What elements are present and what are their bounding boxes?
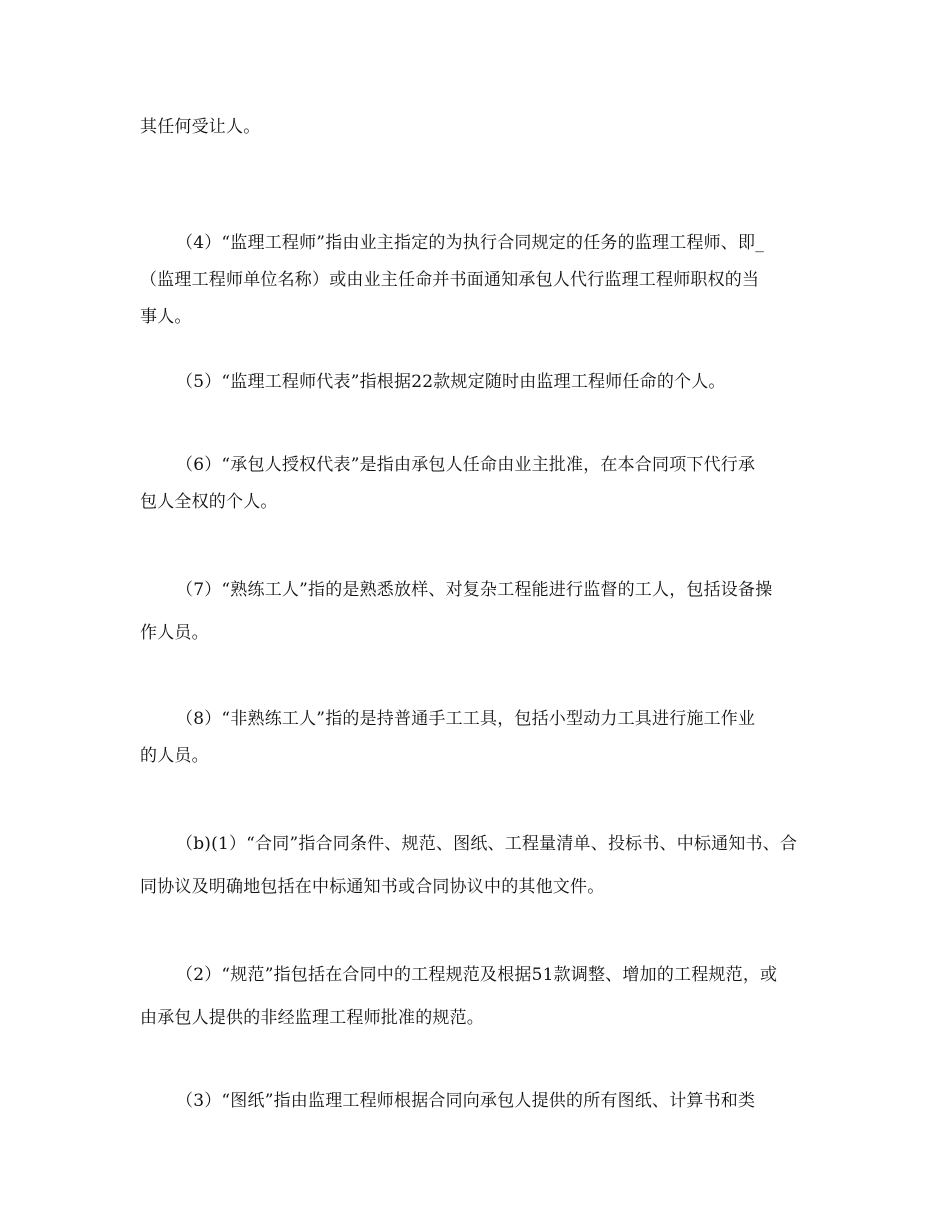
- paragraph-line: 作人员。: [140, 623, 209, 643]
- paragraph-line: 事人。: [140, 307, 192, 327]
- paragraph-line: 同协议及明确地包括在中标通知书或合同协议中的其他文件。: [140, 877, 605, 897]
- paragraph-line: 的人员。: [140, 746, 209, 766]
- paragraph-line: （6）“承包人授权代表”是指由承包人任命由业主批准，在本合同项下代行承: [176, 455, 756, 475]
- paragraph-line: 包人全权的个人。: [140, 492, 278, 512]
- paragraph-line: （4）“监理工程师”指由业主指定的为执行合同规定的任务的监理工程师、即_: [176, 233, 764, 253]
- paragraph-line: （监理工程师单位名称）或由业主任命并书面通知承包人代行监理工程师职权的当: [140, 270, 760, 290]
- paragraph-line: （7）“熟练工人”指的是熟悉放样、对复杂工程能进行监督的工人，包括设备操: [176, 580, 773, 600]
- paragraph-line: 由承包人提供的非经监理工程师批准的规范。: [140, 1008, 484, 1028]
- paragraph-line: （b)(1）“合同”指合同条件、规范、图纸、工程量清单、投标书、中标通知书、合: [176, 834, 798, 854]
- paragraph-line: （5）“监理工程师代表”指根据22款规定随时由监理工程师任命的个人。: [176, 372, 726, 392]
- paragraph-line: 其任何受让人。: [140, 117, 261, 137]
- paragraph-line: （8）“非熟练工人”指的是持普通手工工具，包括小型动力工具进行施工作业: [176, 709, 756, 729]
- paragraph-line: （2）“规范”指包括在合同中的工程规范及根据51款调整、增加的工程规范，或: [176, 965, 778, 985]
- paragraph-line: （3）“图纸”指由监理工程师根据合同向承包人提供的所有图纸、计算书和类: [176, 1091, 756, 1111]
